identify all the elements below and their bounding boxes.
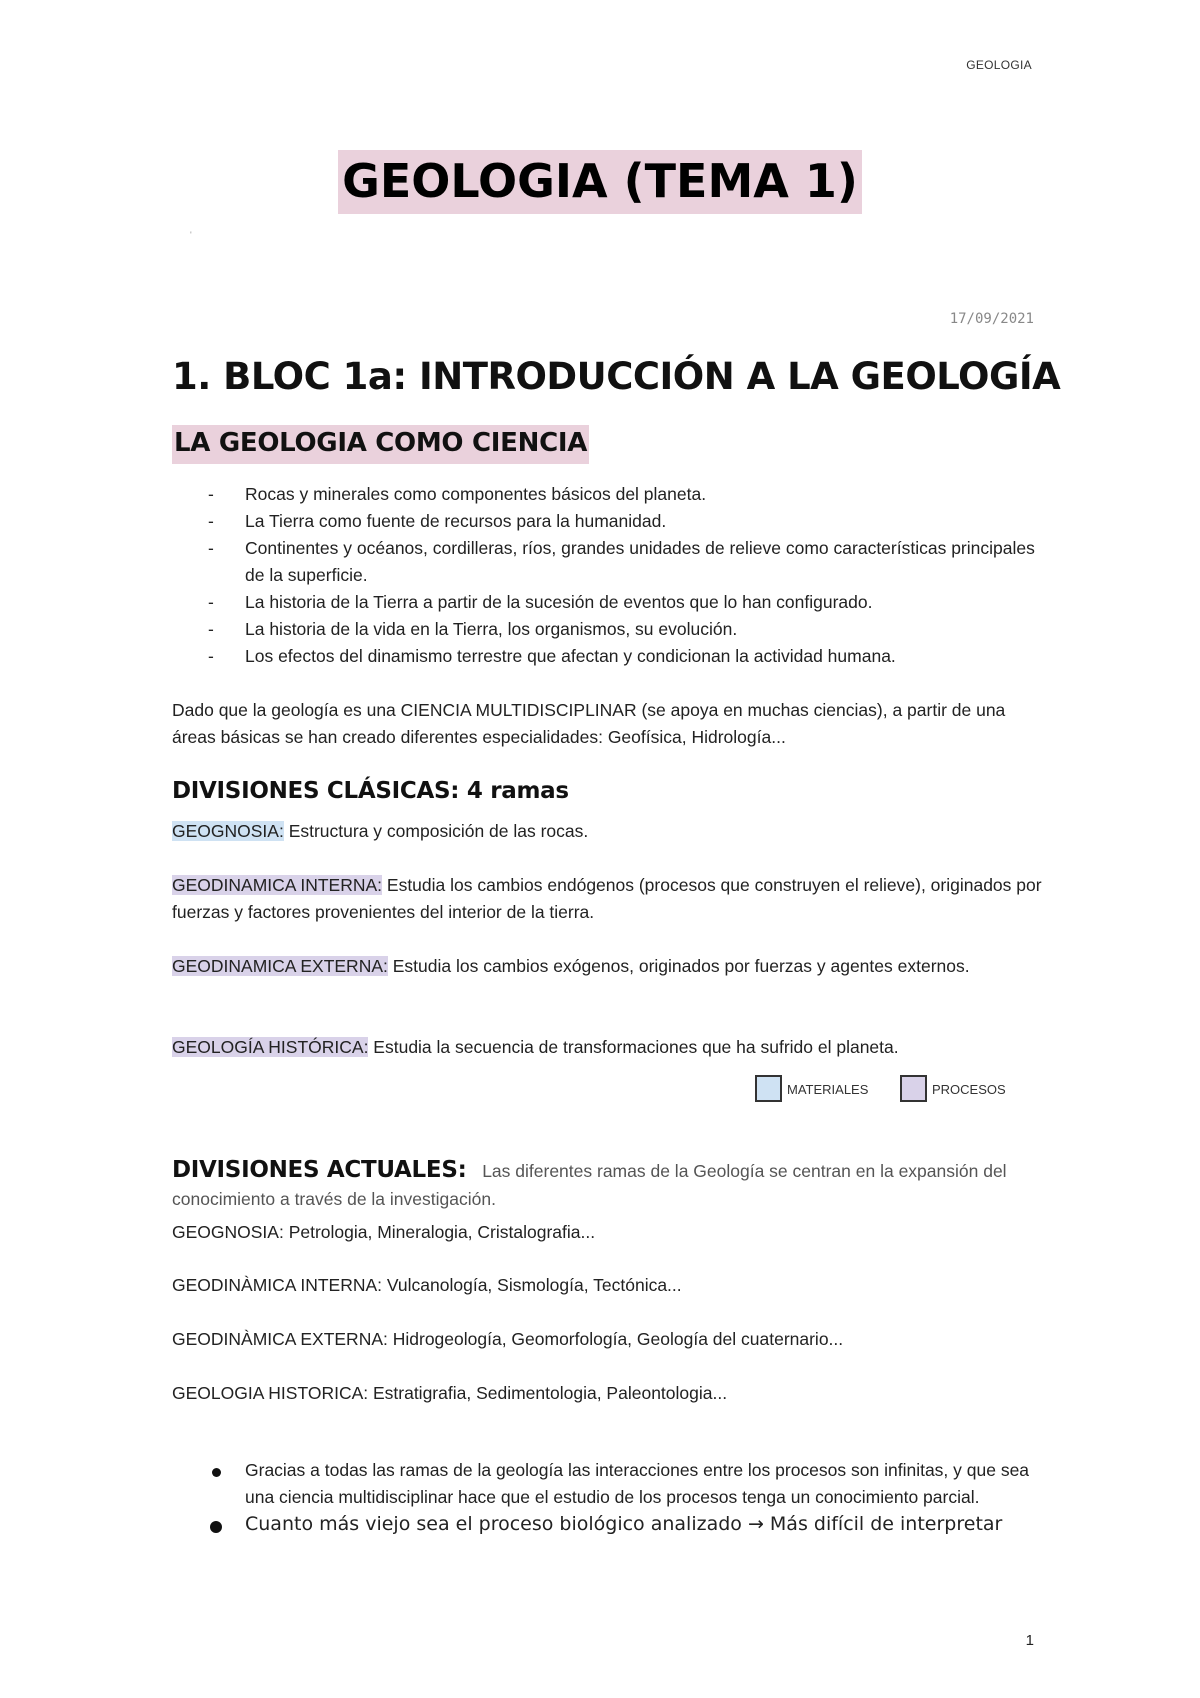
bullet-icon [210,1521,222,1533]
current-item: GEOGNOSIA: Petrologia, Mineralogia, Cristalografia... [172,1222,596,1242]
document-date: 17/09/2021 [949,311,1034,327]
current-divisions-block [172,1157,1052,1213]
list-item-text: Continentes y océanos, cordilleras, ríos, grandes unidades de relieve como características principales de la superficie. [245,538,1035,585]
classic-item-geognosia [172,818,1052,845]
section-heading: 1. BLOC 1a: INTRODUCCIÓN A LA GEOLOGÍA [172,355,1061,398]
dash-marker: - [208,592,214,612]
list-item-text: La historia de la Tierra a partir de la sucesión de eventos que lo han configurado. [245,592,873,612]
term-description: Estudia la secuencia de transformaciones que ha sufrido el planeta. [368,1037,899,1057]
dash-marker: - [208,619,214,639]
term-highlight: GEODINAMICA INTERNA: [172,875,383,895]
dash-marker: - [208,538,214,558]
running-header: GEOLOGIA [966,58,1032,72]
list-item [172,481,1052,508]
list-item-text: La historia de la vida en la Tierra, los organismos, su evolución. [245,619,738,639]
classic-item-geologia-historica [172,1034,1052,1061]
materials-label: MATERIALES [787,1082,869,1097]
current-item: GEODINÀMICA INTERNA: Vulcanología, Sismología, Tectónica... [172,1275,682,1295]
bullet-icon [212,1468,221,1477]
processes-swatch [900,1075,927,1102]
current-divisions-heading: DIVISIONES ACTUALES: [172,1157,467,1183]
bullet-list [172,1457,1052,1538]
current-item: GEOLOGIA HISTORICA: Estratigrafia, Sedimentologia, Paleontologia... [172,1383,728,1403]
list-item [172,589,1052,616]
current-item: GEODINÀMICA EXTERNA: Hidrogeología, Geomorfología, Geología del cuaternario... [172,1329,844,1349]
term-description: Estructura y composición de las rocas. [283,821,589,841]
intro-paragraph: Dado que la geología es una CIENCIA MULTIDISCIPLINAR (se apoya en muchas ciencias), a partir de una áreas básicas se han creado diferentes especialidades: Geofísica, Hidrología... [172,700,1006,747]
list-item [172,1457,1052,1511]
list-item-text: Gracias a todas las ramas de la geología las interacciones entre los procesos son infinitas, y que sea una ciencia multidisciplinar hace que el estudio de los procesos tenga un conocimiento parcial. [245,1460,1030,1507]
term-highlight: GEODINAMICA EXTERNA: [172,956,388,976]
dash-marker: - [208,646,214,666]
section-subheading: LA GEOLOGIA COMO CIENCIA [172,425,589,464]
current-divisions-subtitle: Las diferentes ramas de la Geología se centran en la expansión del conocimiento a través de la investigación. [172,1161,1007,1209]
dash-marker: - [208,511,214,531]
list-item [172,643,1052,670]
page-number: 1 [1025,1632,1034,1649]
term-description: Estudia los cambios exógenos, originados por fuerzas y agentes externos. [387,956,970,976]
list-item-text: Los efectos del dinamismo terrestre que afectan y condicionan la actividad humana. [245,646,896,666]
classic-item-geodinamica-externa [172,953,1052,980]
list-item [172,535,1052,589]
term-description: Estudia los cambios endógenos (procesos que construyen el relieve), originados por fuerzas y factores provenientes del interior de la tierra. [172,875,1042,922]
document-title: GEOLOGIA (TEMA 1) [338,150,862,214]
list-item [172,508,1052,535]
stray-mark: ' [190,230,192,240]
classic-item-geodinamica-interna [172,872,1052,926]
dash-marker: - [208,484,214,504]
processes-label: PROCESOS [932,1082,1006,1097]
materials-swatch [755,1075,782,1102]
list-item [172,1511,1052,1538]
classic-divisions-heading: DIVISIONES CLÁSICAS: 4 ramas [172,778,569,804]
list-item-text: Rocas y minerales como componentes básicos del planeta. [245,484,707,504]
list-item-text: La Tierra como fuente de recursos para la humanidad. [245,511,667,531]
title-wrapper [0,150,1200,214]
term-highlight: GEOLOGÍA HISTÓRICA: [172,1037,369,1057]
list-item [172,616,1052,643]
dash-list [172,481,1052,670]
list-item-text: Cuanto más viejo sea el proceso biológico analizado → Más difícil de interpretar [245,1513,1003,1535]
term-highlight: GEOGNOSIA: [172,821,284,841]
